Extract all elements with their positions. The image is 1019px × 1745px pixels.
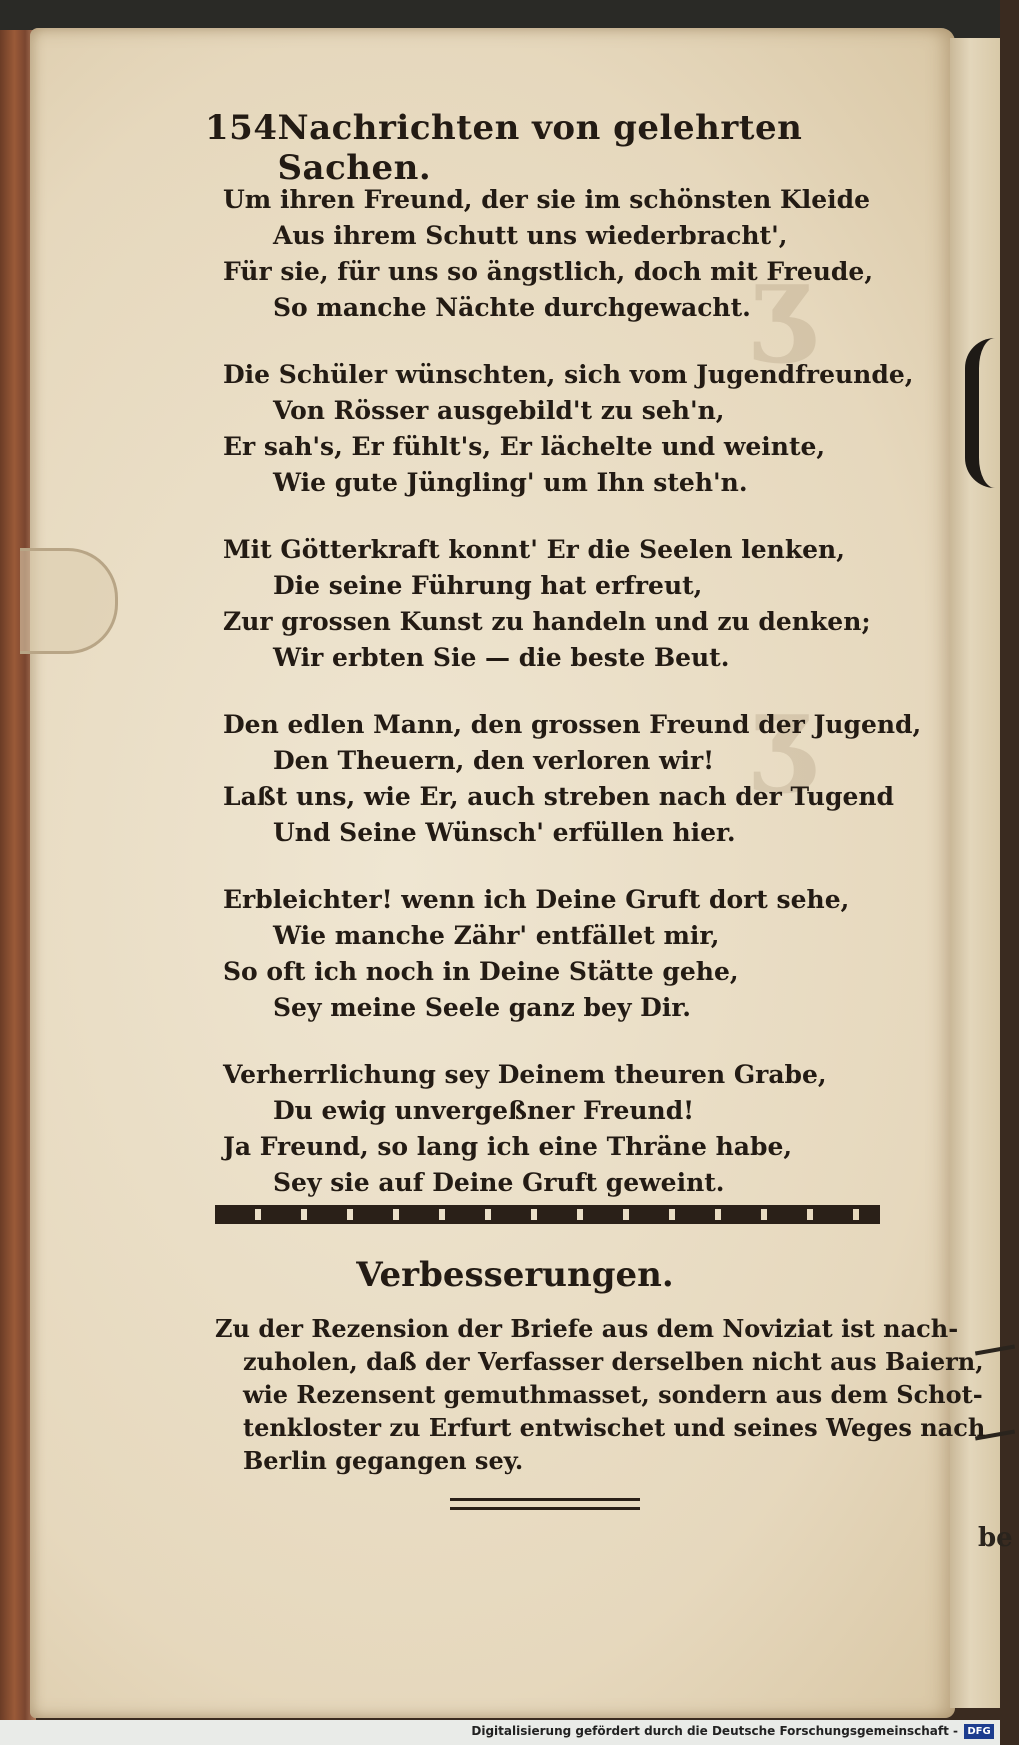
poem-line: Sey meine Seele ganz bey Dir.	[273, 993, 691, 1022]
poem-line: Mit Götterkraft konnt' Er die Seelen lenken,	[223, 535, 845, 564]
page-number: 154	[205, 108, 278, 148]
corrections-line: tenkloster zu Erfurt entwischet und seines Weges nach	[243, 1413, 986, 1442]
poem	[223, 182, 922, 1232]
corrections-line: Zu der Rezension der Briefe aus dem Noviziat ist nach-	[215, 1314, 959, 1343]
poem-stanza	[223, 357, 914, 501]
poem-line: Sey sie auf Deine Gruft geweint.	[273, 1168, 725, 1197]
running-title: Nachrichten von gelehrten Sachen.	[277, 108, 803, 188]
poem-line: Den Theuern, den verloren wir!	[273, 746, 715, 775]
poem-stanza	[223, 882, 863, 1026]
poem-line: Erbleichter! wenn ich Deine Gruft dort sehe,	[223, 885, 850, 914]
poem-line: Ja Freund, so lang ich eine Thräne habe,	[223, 1132, 793, 1161]
poem-line: Und Seine Wünsch' erfüllen hier.	[273, 818, 736, 847]
poem-line: Du ewig unvergeßner Freund!	[273, 1096, 695, 1125]
poem-line: Aus ihrem Schutt uns wiederbracht',	[273, 221, 788, 250]
corrections-line: zuholen, daß der Verfasser derselben nicht aus Baiern,	[243, 1347, 984, 1376]
poem-line: Um ihren Freund, der sie im schönsten Kleide	[223, 185, 871, 214]
poem-line: So manche Nächte durchgewacht.	[273, 293, 751, 322]
section-divider-rule	[215, 1205, 880, 1224]
poem-line: Den edlen Mann, den grossen Freund der Jugend,	[223, 710, 922, 739]
digitization-credit: Digitalisierung gefördert durch die Deutsche Forschungsgemeinschaft -	[471, 1724, 958, 1738]
poem-line: Wie gute Jüngling' um Ihn steh'n.	[273, 468, 748, 497]
corrections-text	[215, 1312, 986, 1477]
running-head	[205, 108, 825, 188]
poem-line: So oft ich noch in Deine Stätte gehe,	[223, 957, 739, 986]
end-rule	[450, 1498, 640, 1510]
poem-line: Die Schüler wünschten, sich vom Jugendfreunde,	[223, 360, 914, 389]
poem-stanza	[223, 182, 874, 326]
corrections-line: Berlin gegangen sey.	[243, 1446, 524, 1475]
corrections-line: wie Rezensent gemuthmasset, sondern aus dem Schot-	[243, 1380, 983, 1409]
poem-line: Zur grossen Kunst zu handeln und zu denken;	[223, 607, 871, 636]
poem-line: Laßt uns, wie Er, auch streben nach der Tugend	[223, 782, 895, 811]
poem-line: Die seine Führung hat erfreut,	[273, 571, 703, 600]
corrections-heading: Verbesserungen.	[356, 1255, 674, 1295]
dfg-logo: DFG	[964, 1724, 994, 1739]
poem-line: Von Rösser ausgebild't zu seh'n,	[273, 396, 725, 425]
bleed-through-mark: ʒ	[750, 238, 813, 367]
poem-line: Für sie, für uns so ängstlich, doch mit Freude,	[223, 257, 874, 286]
poem-line: Er sah's, Er fühlt's, Er lächelte und weinte,	[223, 432, 826, 461]
next-page-text-fragment: be	[978, 1523, 1013, 1553]
poem-line: Wie manche Zähr' entfället mir,	[273, 921, 720, 950]
bleed-through-mark: ʒ	[750, 668, 813, 797]
poem-line: Verherrlichung sey Deinem theuren Grabe,	[223, 1060, 827, 1089]
poem-line: Wir erbten Sie — die beste Beut.	[273, 643, 730, 672]
poem-stanza	[223, 1057, 863, 1201]
poem-stanza	[223, 707, 922, 851]
poem-stanza	[223, 532, 871, 676]
